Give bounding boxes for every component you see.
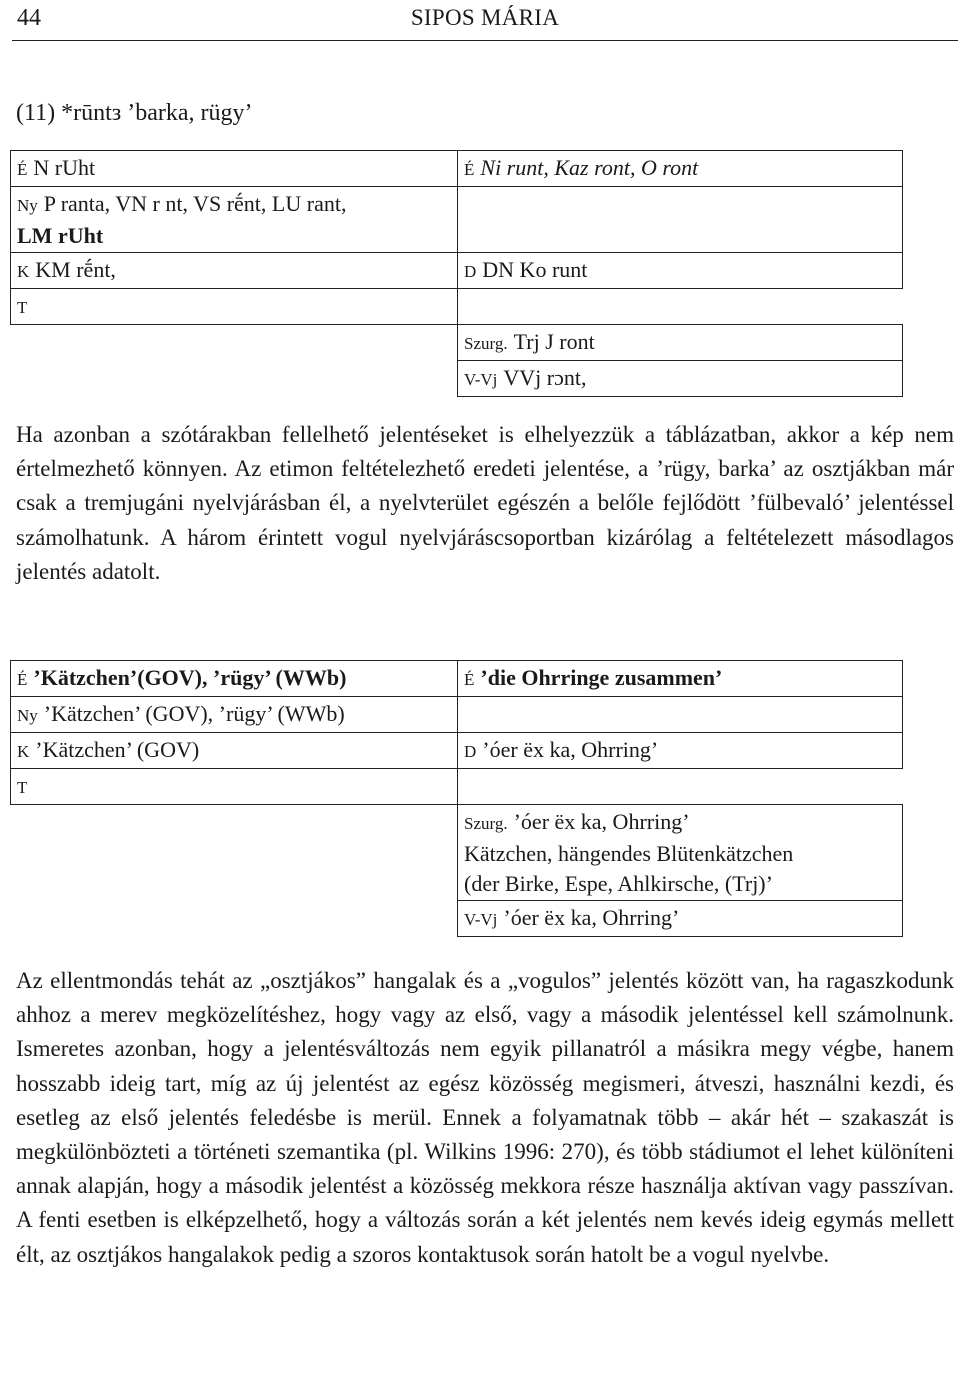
cell-text: P ranta, VN r nt, VS rḗnt, LU rant, (43, 191, 347, 216)
dialect-forms-table (10, 150, 903, 397)
dialect-code: D (464, 742, 477, 761)
example-heading: (11) *rūntз ’barka, rügy’ (16, 100, 253, 126)
table-row (11, 325, 903, 361)
table-row (11, 769, 903, 805)
page-number: 44 (17, 5, 41, 31)
table-cell (11, 151, 458, 187)
body-paragraph: Az ellentmondás tehát az „osztjákos” hangalak és a „vogulos” jelentés között van, ha ragaszkodunk ahhoz a merev megközelítéshez, hogy vagy az első, vagy a második jelentéssel kell számolnunk. Ismeretes azonban, hogy a jelentésváltozás nem egyik pillanatról a másikra megy végbe, hanem hosszabb ideig tart, míg az új jelentést az egész közösség megismeri, átveszi, használni kezdi, és esetleg az első jelentés feledésbe is merül. Ennek a folyamatnak több – akár hét – szakaszát is megkülönbözteti a történeti szemantika (pl. Wilkins 1996: 270), és több stádiumot el lehet különíteni annak alapján, hogy a második jelentést a közösség mekkora része használja aktívan vagy passzívan. A fenti esetben is elképzelhető, hogy a változás során a két jelentés nem kevés ideig egymás mellett élt, az osztjákos hangalakok pedig a szoros kontaktusok során hatolt be a vogul nyelvbe. (16, 968, 954, 1267)
dialect-code: Szurg. (464, 814, 508, 833)
table-row (11, 661, 903, 697)
table-cell (458, 769, 903, 805)
meanings-table (10, 660, 903, 937)
table-cell (11, 805, 458, 901)
table-cell (11, 697, 458, 733)
table-row (11, 289, 903, 325)
table-cell (458, 901, 903, 937)
table-cell (458, 325, 903, 361)
cell-text: LM rUht (17, 223, 104, 248)
cell-text: (der Birke, Espe, Ahlkirsche, (Trj)’ (464, 871, 773, 896)
dialect-code: É (17, 670, 28, 689)
cell-text: VVj rɔnt, (503, 365, 587, 390)
cell-text: ’óer ëx ka, Ohrring’ (503, 905, 680, 930)
table-cell (11, 187, 458, 253)
body-paragraph: Ha azonban a szótárakban fellelhető jelentéseket is elhelyezzük a táblázatban, akkor a kép nem értelmezhető könnyen. Az etimon feltételezhető eredeti jelentése, a ’rügy, barka’ az osztjákban már csak a tremjugáni nyelvjárásban él, a nyelvterület egészén a belőle fejlődött ’fülbevaló’ jelentéssel számolhatunk. A három érintett vogul nyelvjáráscsoportban kizárólag a feltételezett másodlagos jelentés adatolt. (16, 422, 954, 584)
dialect-code: K (17, 742, 30, 761)
dialect-code: É (464, 670, 475, 689)
dialect-code: V-Vj (464, 370, 498, 389)
table-cell (458, 697, 903, 733)
dialect-code: É (17, 160, 28, 179)
table-cell (11, 733, 458, 769)
running-head: SIPOS MÁRIA (410, 5, 560, 30)
table-cell (11, 325, 458, 361)
table-cell (458, 253, 903, 289)
table-row (11, 361, 903, 397)
cell-text: ’Kätzchen’ (GOV) (35, 737, 200, 762)
table-row (11, 253, 903, 289)
cell-text: ’Kätzchen’(GOV), ’rügy’ (WWb) (33, 665, 347, 690)
table-cell (458, 361, 903, 397)
table-row (11, 187, 903, 253)
table-row (11, 901, 903, 937)
table-cell (458, 733, 903, 769)
dialect-code: T (17, 778, 28, 797)
dialect-code: V-Vj (464, 910, 498, 929)
table-cell (458, 289, 903, 325)
cell-text: Trj J ront (513, 329, 595, 354)
cell-text: DN Ko runt (482, 257, 588, 282)
cell-text: ’óer ëx ka, Ohrring’ (513, 809, 690, 834)
cell-text: N rUht (33, 155, 96, 180)
table-cell (458, 805, 903, 901)
dialect-code: Ny (17, 196, 38, 215)
cell-text: KM rḗnt, (35, 257, 116, 282)
table-cell (11, 901, 458, 937)
cell-text: Kätzchen, hängendes Blütenkätzchen (464, 841, 794, 866)
table-cell (11, 253, 458, 289)
table-row (11, 733, 903, 769)
cell-text: ’die Ohrringe zusammen’ (480, 665, 723, 690)
table-cell (458, 661, 903, 697)
table-cell (11, 769, 458, 805)
cell-text: ’óer ëx ka, Ohrring’ (482, 737, 659, 762)
dialect-code: T (17, 298, 28, 317)
page-header (12, 0, 958, 41)
table-row (11, 805, 903, 901)
table-cell (458, 151, 903, 187)
dialect-code: K (17, 262, 30, 281)
table-row (11, 697, 903, 733)
dialect-code: Ny (17, 706, 38, 725)
cell-text: ’Kätzchen’ (GOV), ’rügy’ (WWb) (43, 701, 345, 726)
table-row (11, 151, 903, 187)
table-cell (11, 289, 458, 325)
table-cell (11, 661, 458, 697)
table-cell (11, 361, 458, 397)
cell-text: Ni runt, Kaz ront, O ront (480, 155, 699, 180)
table-cell (458, 187, 903, 253)
dialect-code: D (464, 262, 477, 281)
dialect-code: Szurg. (464, 334, 508, 353)
dialect-code: É (464, 160, 475, 179)
